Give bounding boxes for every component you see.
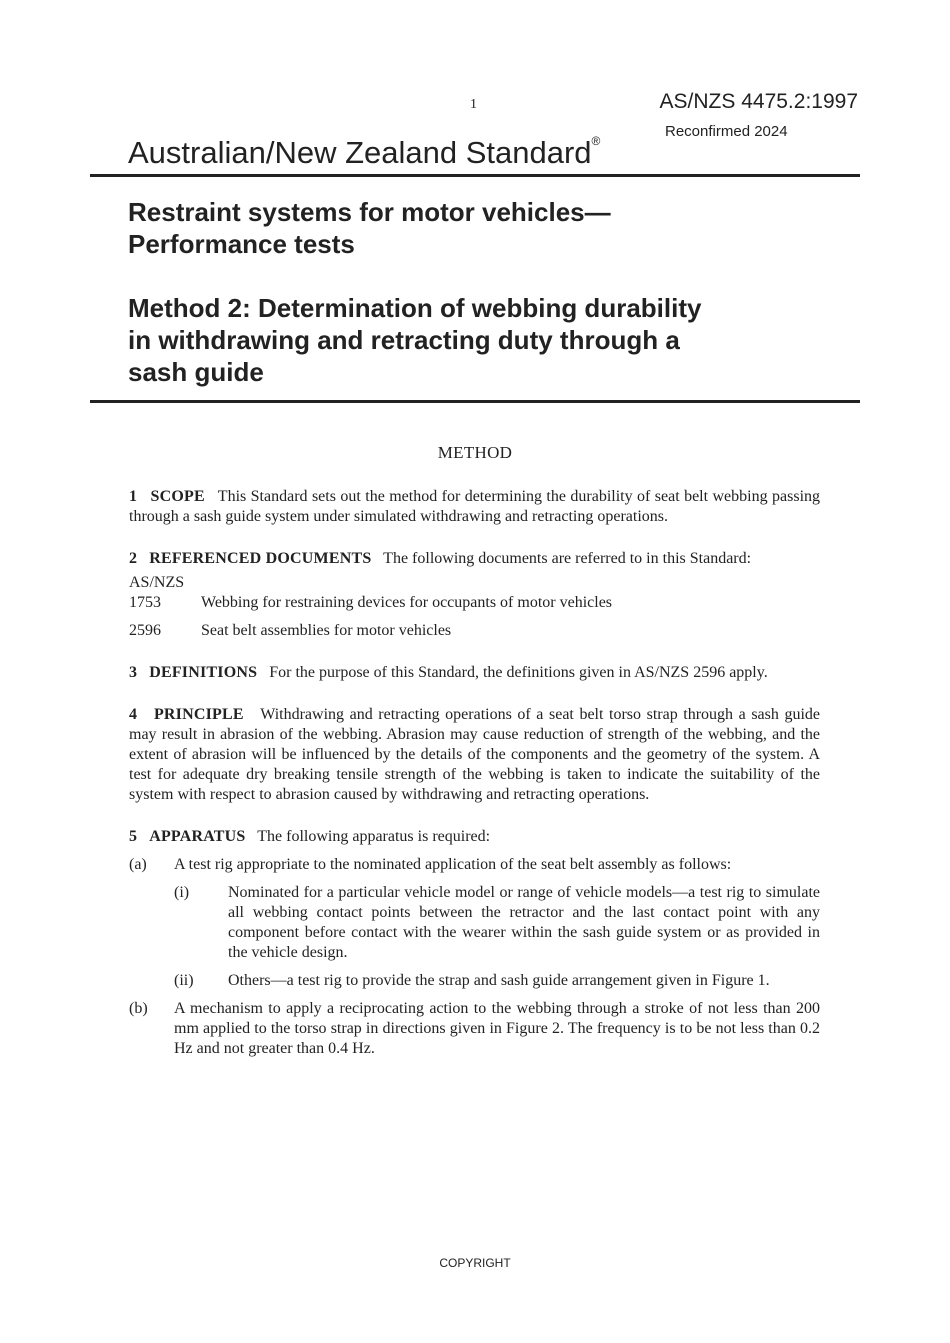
apparatus-text: The following apparatus is required:: [257, 828, 491, 845]
apparatus-subitem-i: [174, 883, 820, 963]
standard-number: AS/NZS 4475.2:1997: [659, 90, 858, 113]
copyright-footer: COPYRIGHT: [439, 1256, 511, 1270]
reference-code: 1753: [129, 594, 161, 611]
references-section: [129, 549, 820, 569]
reference-item: [129, 621, 820, 641]
definitions-text: For the purpose of this Standard, the definitions given in AS/NZS 2596 apply.: [269, 664, 768, 681]
principle-number: 4: [129, 706, 138, 723]
references-heading: REFERENCED DOCUMENTS: [149, 550, 372, 567]
method-title-line-2: in withdrawing and retracting duty through a: [128, 325, 680, 355]
scope-number: 1: [129, 488, 138, 505]
registered-mark: ®: [591, 134, 601, 148]
principle-section: [129, 705, 820, 805]
reference-title: Webbing for restraining devices for occupants of motor vehicles: [201, 594, 613, 611]
document-body: [129, 487, 820, 1059]
bottom-divider: [90, 400, 860, 403]
apparatus-item-b: [129, 999, 820, 1059]
principle-heading: PRINCIPLE: [153, 706, 244, 723]
top-divider: [90, 174, 860, 177]
references-group-label: AS/NZS: [129, 574, 185, 591]
reconfirmed-note: Reconfirmed 2024: [665, 123, 788, 140]
reference-item: [129, 593, 820, 613]
standard-body-name: Australian/New Zealand Standard: [128, 135, 592, 170]
section-heading: METHOD: [437, 443, 513, 462]
sublist-text: Nominated for a particular vehicle model or range of vehicle models—a test rig to simulate all webbing contact points between the retractor and the last contact point with any component before contact with the wearer within the sash guide system or as provided in the vehicle design.: [228, 884, 820, 961]
sublist-label: (i): [174, 884, 190, 901]
apparatus-number: 5: [129, 828, 138, 845]
apparatus-item-a: [129, 855, 820, 991]
reference-code: 2596: [129, 622, 161, 639]
scope-section: [129, 487, 820, 527]
references-text: The following documents are referred to in this Standard:: [383, 550, 752, 567]
scope-heading: SCOPE: [150, 488, 205, 505]
scope-text: This Standard sets out the method for determining the durability of seat belt webbing passing through a sash guide system under simulated withdrawing and retracting operations.: [129, 488, 821, 525]
list-text: A test rig appropriate to the nominated application of the seat belt assembly as follows:: [174, 856, 732, 873]
apparatus-heading: APPARATUS: [149, 828, 246, 845]
apparatus-subitem-ii: [174, 971, 820, 991]
list-label: (a): [129, 856, 147, 873]
page-number: 1: [470, 97, 477, 112]
title-line-1: Restraint systems for motor vehicles—: [128, 197, 611, 227]
list-text: A mechanism to apply a reciprocating action to the webbing through a stroke of not less than 200 mm applied to the torso strap in directions given in Figure 2. The frequency is to be not less than 0.2 Hz and not greater than 0.4 Hz.: [174, 1000, 820, 1057]
reference-title: Seat belt assemblies for motor vehicles: [201, 622, 452, 639]
sublist-label: (ii): [174, 972, 194, 989]
principle-text: Withdrawing and retracting operations of a seat belt torso strap through a sash guide may result in abrasion of the webbing. Abrasion may cause reduction of strength of the webbing, and the extent of abrasion will be influenced by the details of the components and the geometry of the system. A test for adequate dry breaking tensile strength of the webbing is taken to indicate the suitability of the system with respect to abrasion caused by withdrawing and retracting operations.: [129, 706, 821, 803]
method-title-line-3: sash guide: [128, 357, 264, 387]
definitions-section: [129, 663, 820, 683]
references-number: 2: [129, 550, 138, 567]
definitions-number: 3: [129, 664, 138, 681]
title-line-2: Performance tests: [128, 229, 355, 259]
document-title: [128, 196, 858, 260]
sublist-text: Others—a test rig to provide the strap and sash guide arrangement given in Figure 1.: [228, 972, 770, 989]
list-label: (b): [129, 1000, 148, 1017]
definitions-heading: DEFINITIONS: [149, 664, 258, 681]
standard-body-title: [128, 134, 600, 171]
method-title: [128, 292, 858, 388]
method-title-line-1: Method 2: Determination of webbing durability: [128, 293, 702, 323]
apparatus-section: [129, 827, 820, 847]
